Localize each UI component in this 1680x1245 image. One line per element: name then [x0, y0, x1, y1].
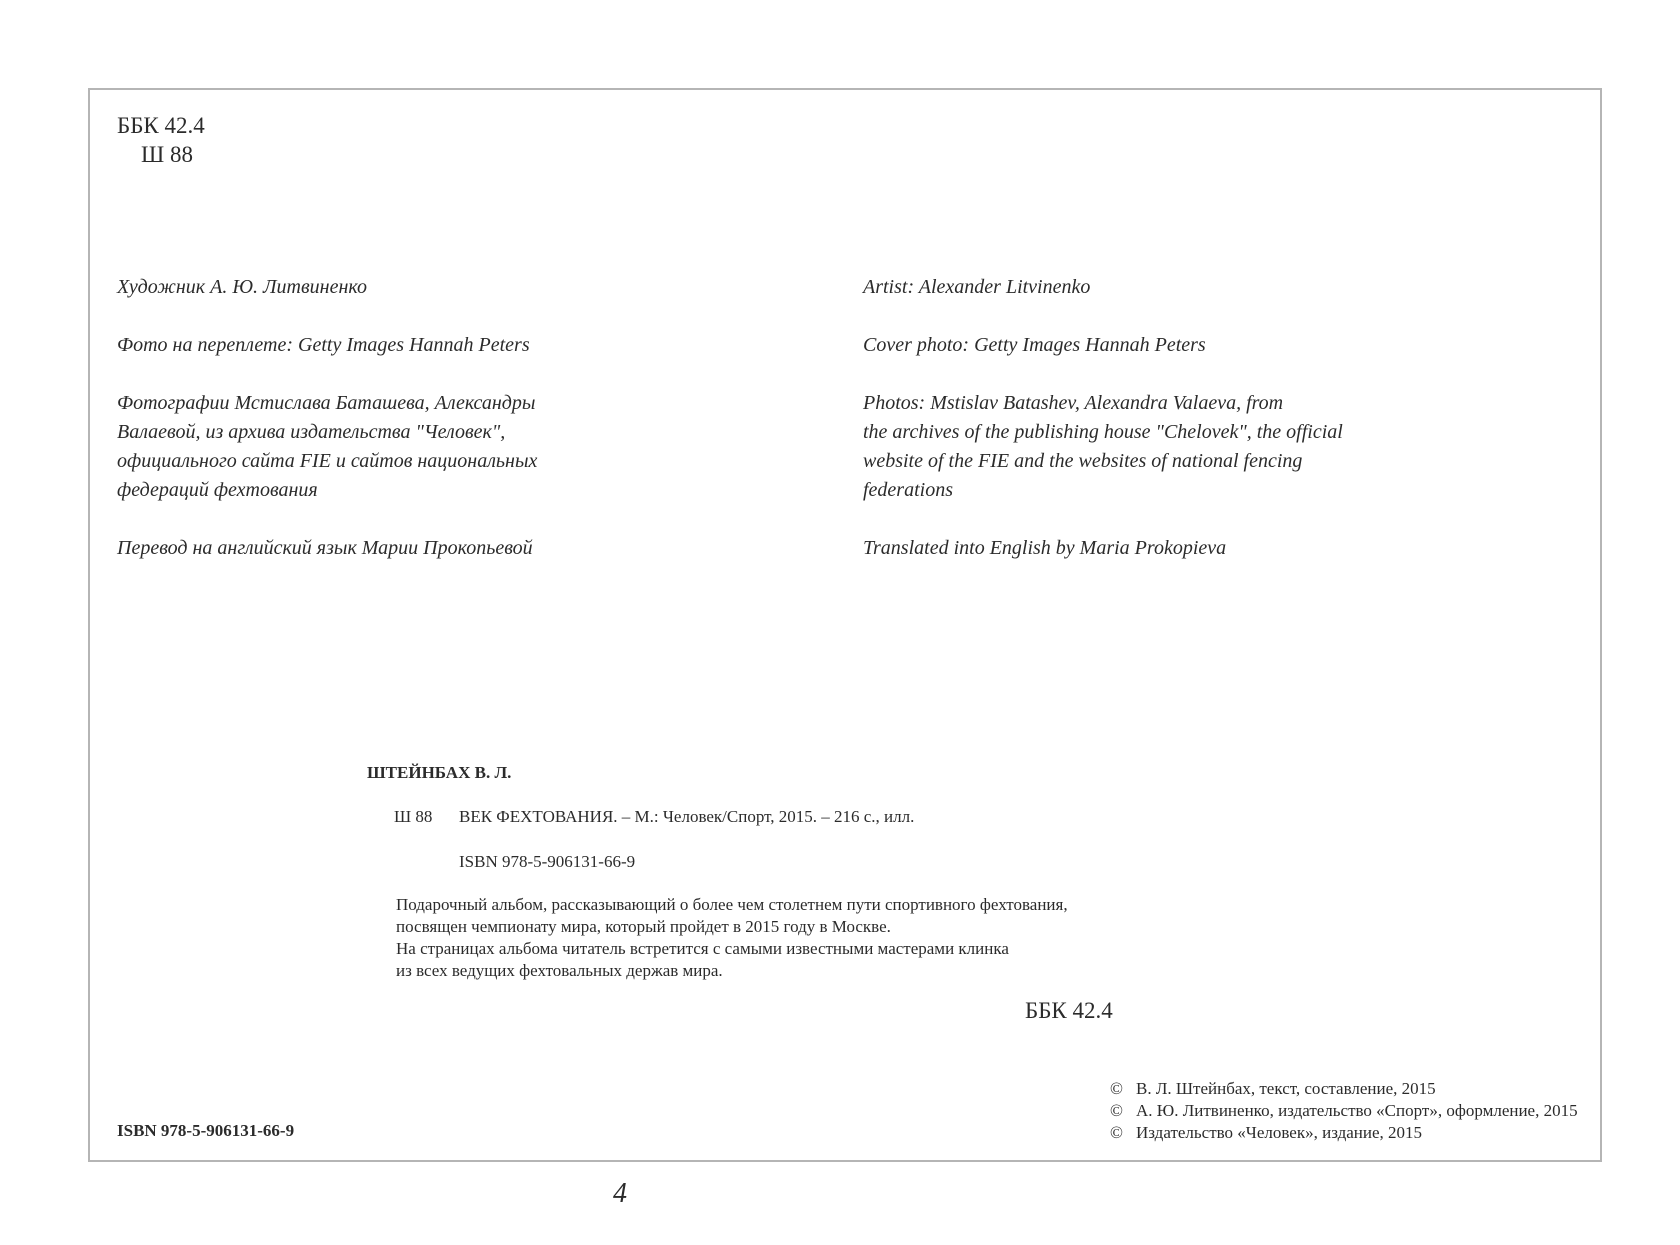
copyright-line: © А. Ю. Литвиненко, издательство «Спорт», оформление, 2015	[1110, 1101, 1578, 1120]
author-mark-top: Ш 88	[141, 142, 193, 167]
page-frame	[88, 88, 1602, 1162]
credit-artist-en: Artist: Alexander Litvinenko	[863, 276, 1091, 298]
credit-cover-photo-en: Cover photo: Getty Images Hannah Peters	[863, 334, 1206, 356]
credit-cover-photo-ru: Фото на переплете: Getty Images Hannah Peters	[117, 334, 530, 356]
catalog-isbn: ISBN 978-5-906131-66-9	[459, 852, 636, 871]
credit-translator-en: Translated into English by Maria Prokopieva	[863, 537, 1227, 559]
copyright-symbol: ©	[1110, 1079, 1123, 1098]
credit-artist-ru: Художник А. Ю. Литвиненко	[117, 276, 367, 298]
credit-photos-en: Photos: Mstislav Batashev, Alexandra Valaeva, from the archives of the publishing house "Chelovek", the official website of the FIE and the websites of national fencing federations	[863, 392, 1343, 501]
credit-photos-ru: Фотографии Мстислава Баташева, Александры Валаевой, из архива издательства "Человек", официального сайта FIE и сайтов национальных федераций фехтования	[117, 392, 538, 501]
copyright-symbol: ©	[1110, 1101, 1123, 1120]
isbn-footer: ISBN 978-5-906131-66-9	[117, 1121, 295, 1140]
catalog-bbk: ББК 42.4	[1025, 998, 1113, 1023]
copyright-block	[1110, 1078, 1578, 1144]
catalog-title: ВЕК ФЕХТОВАНИЯ. – М.: Человек/Спорт, 2015. – 216 с., илл.	[459, 807, 915, 826]
catalog-author: ШТЕЙНБАХ В. Л.	[367, 763, 512, 782]
page-number: 4	[613, 1178, 627, 1209]
copyright-symbol: ©	[1110, 1123, 1123, 1142]
copyright-line: © В. Л. Штейнбах, текст, составление, 2015	[1110, 1079, 1436, 1098]
credit-translator-ru: Перевод на английский язык Марии Прокопьевой	[117, 537, 533, 559]
catalog-mark: Ш 88	[394, 807, 433, 826]
catalog-annotation: Подарочный альбом, рассказывающий о более чем столетнем пути спортивного фехтования, посвящен чемпионату мира, который пройдет в 2015 году в Москве. На страницах альбома читатель встретится с самыми известными мастерами клинка из всех ведущих фехтовальных держав мира.	[396, 895, 1068, 980]
bbk-code-top: ББК 42.4	[117, 113, 205, 138]
copyright-line: © Издательство «Человек», издание, 2015	[1110, 1123, 1423, 1142]
